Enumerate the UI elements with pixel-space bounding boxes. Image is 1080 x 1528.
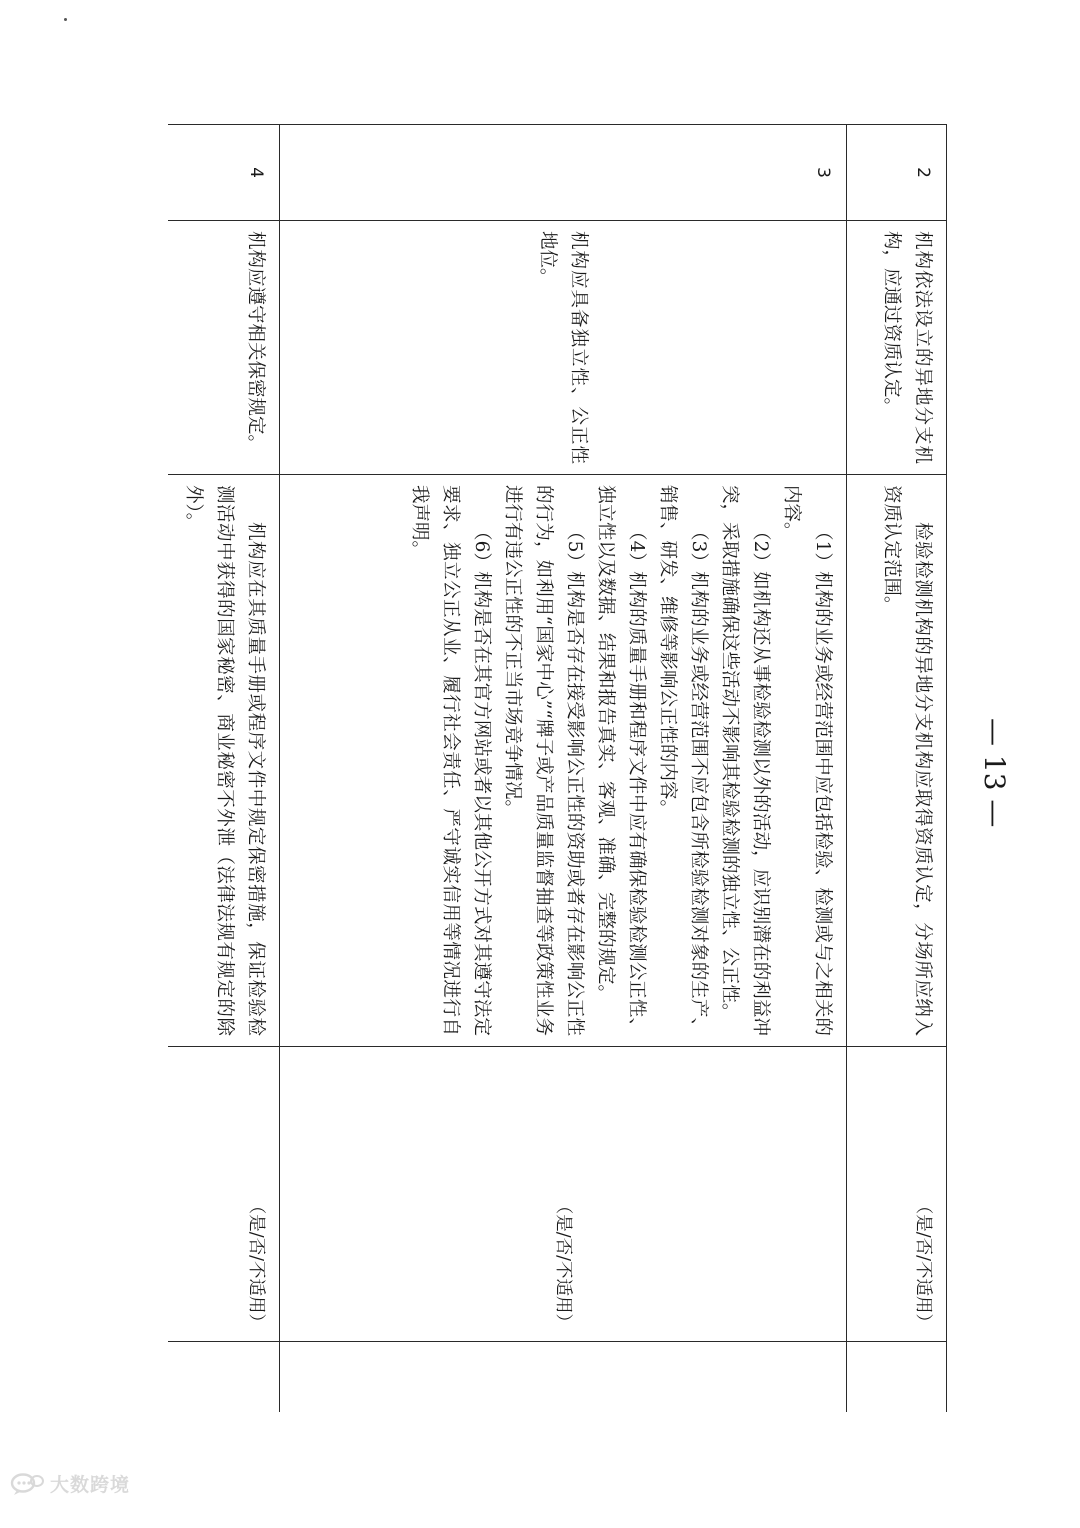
table-row	[168, 125, 280, 1413]
detail-paragraph: （3）机构的业务或经营范围不应包含所检验检测对象的生产、销售、研发、维修等影响公正性的内容。	[657, 485, 709, 1036]
table-row	[280, 125, 847, 1413]
detail-paragraph: （2）如机构还从事检验检测以外的活动，应识别潜在的利益冲突，采取措施确保这些活动不影响其检验检测的独立性、公正性。	[719, 485, 771, 1036]
document-page	[168, 124, 947, 1412]
detail-paragraph: （6）机构是否在其官方网站或者以其他公开方式对其遵守法定要求、独立公正从业、履行社会责任、严守诚实信用等情况进行自我声明。	[409, 485, 492, 1036]
detail-paragraph: （4）机构的质量手册和程序文件中应有确保检验检测公正性、独立性以及数据、结果和报告真实、客观、准确、完整的规定。	[595, 485, 647, 1036]
remark-cell	[168, 1342, 280, 1413]
table-row	[847, 125, 947, 1413]
row-number: 4	[168, 125, 280, 221]
page-number: — 13 —	[978, 718, 1011, 828]
scan-speck	[64, 18, 67, 21]
detail-cell	[847, 475, 947, 1047]
rotated-landscape-page	[168, 124, 947, 1412]
remark-cell	[847, 1342, 947, 1413]
detail-paragraph: （1）机构的业务或经营范围中应包括检验、检测或与之相关的内容。	[781, 485, 833, 1036]
row-number: 3	[280, 125, 847, 221]
detail-cell	[280, 475, 847, 1047]
watermark-text: 大数跨境	[50, 1474, 131, 1496]
requirement-cell: 机构应具备独立性、公正性地位。	[280, 221, 847, 475]
watermark	[10, 1470, 130, 1497]
chat-bubble-logo-icon	[10, 1472, 44, 1496]
remark-cell	[280, 1342, 847, 1413]
detail-paragraph: 机构应在其质量手册或程序文件中规定保密措施，保证检验检测活动中获得的国家秘密、商业秘密不外泄（法律法规有规定的除外）。	[183, 485, 266, 1036]
row-number: 2	[847, 125, 947, 221]
requirement-cell: 机构依法设立的异地分支机构，应通过资质认定。	[847, 221, 947, 475]
answer-option-cell: （是/否/不适用）	[168, 1047, 280, 1342]
detail-cell	[168, 475, 280, 1047]
answer-option-cell: （是/否/不适用）	[847, 1047, 947, 1342]
checklist-table	[168, 124, 947, 1412]
detail-paragraph: （5）机构是否存在接受影响公正性的资助或者存在影响公正性的行为，如利用“国家中心”“牌子或产品质量监督抽查等政策性业务进行有违公正性的不正当市场竞争情况。	[502, 485, 585, 1036]
answer-option-cell: （是/否/不适用）	[280, 1047, 847, 1342]
requirement-cell: 机构应遵守相关保密规定。	[168, 221, 280, 475]
detail-paragraph: 检验检测机构的异地分支机构应取得资质认定，分场所应纳入资质认定范围。	[881, 485, 933, 1036]
